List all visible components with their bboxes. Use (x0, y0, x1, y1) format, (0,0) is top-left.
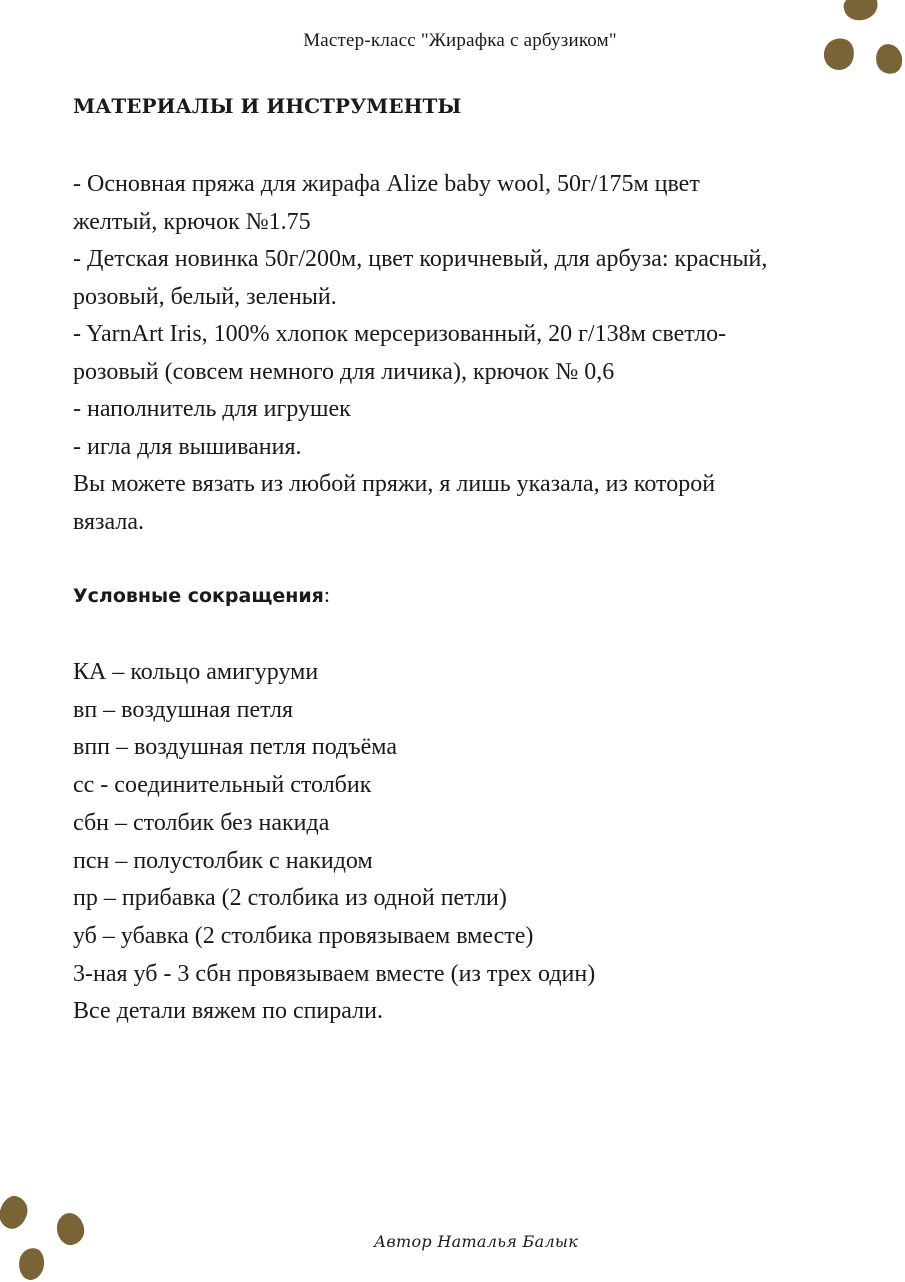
abbreviation-item: уб – убавка (2 столбика провязываем вместе) (73, 922, 534, 949)
materials-line: вязала. (73, 508, 145, 535)
materials-heading: МАТЕРИАЛЫ И ИНСТРУМЕНТЫ (73, 94, 462, 118)
materials-line: розовый, белый, зеленый. (73, 283, 337, 310)
materials-line: Вы можете вязать из любой пряжи, я лишь указала, из которой (73, 471, 716, 497)
abbreviation-item: сс - соединительный столбик (73, 772, 372, 799)
spot-decoration (0, 1193, 31, 1232)
abbreviation-item: Все детали вяжем по спирали. (73, 998, 383, 1025)
abbreviation-item: впп – воздушная петля подъёма (73, 734, 397, 761)
abbreviation-item: вп – воздушная петля (73, 696, 294, 723)
abbreviations-heading-colon: : (323, 582, 331, 607)
materials-list (73, 166, 893, 541)
materials-line: розовый (совсем немного для личика), крючок № 0,6 (73, 358, 615, 385)
content-body (73, 90, 893, 1031)
abbreviation-item: 3-ная уб - 3 сбн провязываем вместе (из трех один) (73, 960, 596, 987)
abbreviation-item: псн – полустолбик с накидом (73, 847, 373, 874)
spot-decoration (54, 1211, 86, 1247)
abbreviations-heading-text: Условные сокращения (73, 585, 324, 607)
abbreviations-list (73, 654, 893, 1031)
materials-line: - игла для вышивания. (73, 433, 302, 460)
spot-decoration (17, 1246, 46, 1281)
abbreviation-item: сбн – столбик без накида (73, 809, 330, 836)
abbreviation-item: КА – кольцо амигуруми (73, 659, 319, 685)
materials-line: - YarnArt Iris, 100% хлопок мерсеризованный, 20 г/138м светло- (73, 321, 727, 347)
author-signature: Автор Наталья Балык (374, 1232, 579, 1251)
abbreviations-heading (73, 579, 893, 612)
materials-line: - Детская новинка 50г/200м, цвет коричневый, для арбуза: красный, (73, 246, 768, 272)
abbreviation-item: пр – прибавка (2 столбика из одной петли) (73, 885, 507, 912)
materials-line: - Основная пряжа для жирафа Alize baby wool, 50г/175м цвет (73, 171, 700, 197)
materials-line: - наполнитель для игрушек (73, 396, 351, 422)
materials-line: желтый, крючок №1.75 (73, 208, 311, 235)
page-title: Мастер-класс "Жирафка с арбузиком" (303, 30, 617, 51)
spot-decoration (842, 0, 881, 23)
